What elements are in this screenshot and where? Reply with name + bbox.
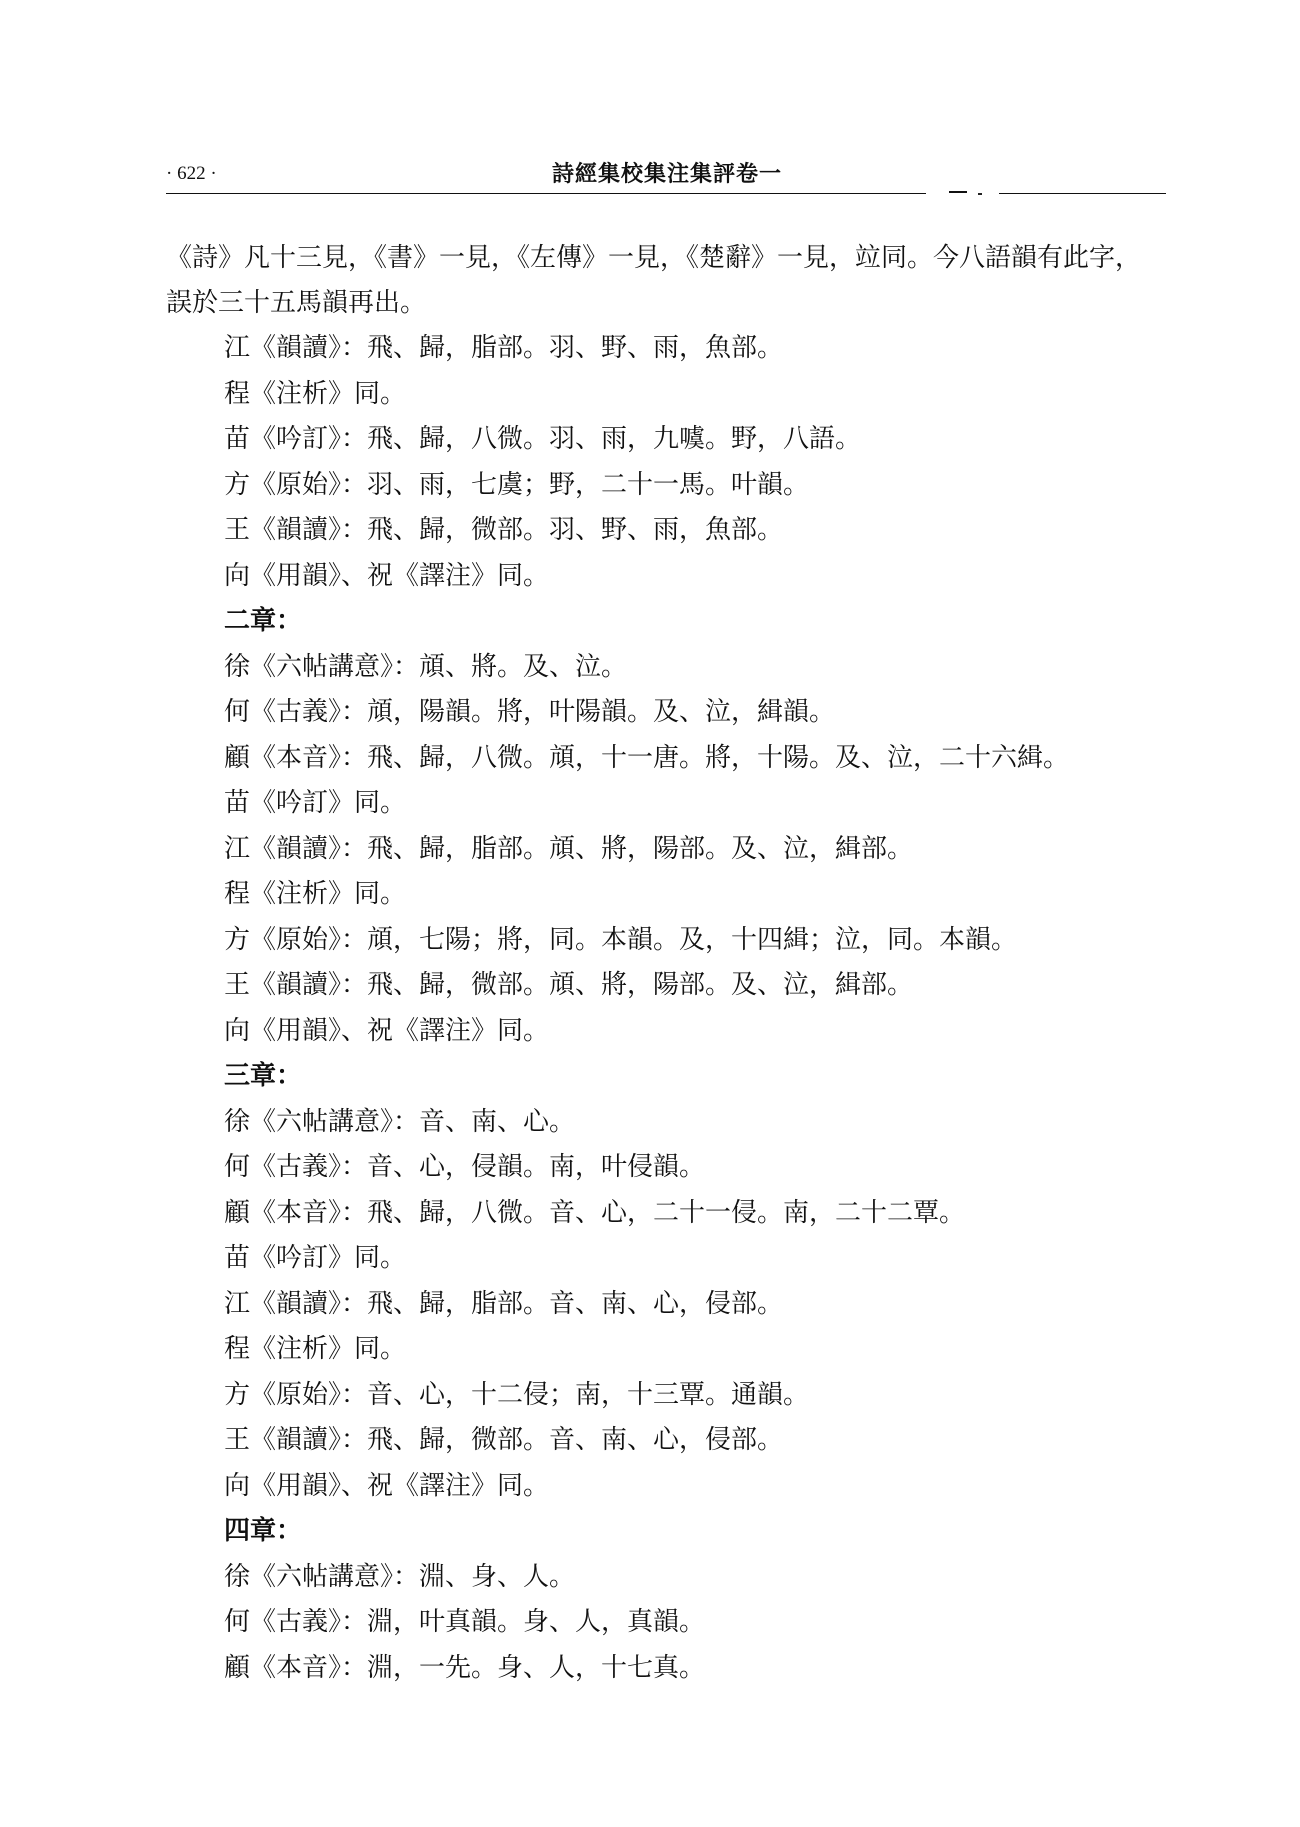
commentary-line: 方《原始》：音、心，十二侵；南，十三覃。通韻。: [224, 1379, 810, 1410]
commentary-line: 王《韻讀》：飛、歸，微部。羽、野、雨，魚部。: [224, 515, 784, 545]
commentary-line: 何《古義》：音、心，侵韻。南，叶侵韻。: [224, 1152, 706, 1182]
commentary-lines: [166, 326, 1166, 1691]
header-rule-mark: [949, 191, 967, 193]
commentary-line: 苗《吟訂》：飛、歸，八微。羽、雨，九噳。野，八語。: [224, 424, 862, 454]
header-rule-dot: [978, 193, 982, 195]
commentary-line: 王《韻讀》：飛、歸，微部。音、南、心，侵部。: [224, 1425, 784, 1455]
chapter-heading: 三章：: [224, 1061, 303, 1091]
commentary-line: 程《注析》同。: [224, 1334, 407, 1364]
running-title: 詩經集校集注集評卷一: [552, 161, 783, 187]
commentary-line: 苗《吟訂》同。: [224, 1243, 407, 1273]
commentary-line: 苗《吟訂》同。: [224, 788, 407, 818]
commentary-line: 方《原始》：羽、雨，七虞；野，二十一馬。叶韻。: [224, 469, 810, 500]
chapter-heading: 二章：: [224, 606, 303, 636]
commentary-line: 江《韻讀》：飛、歸，脂部。羽、野、雨，魚部。: [224, 333, 784, 363]
commentary-line: 顧《本音》：飛、歸，八微。頏，十一唐。將，十陽。及、泣，二十六緝。: [224, 742, 1070, 773]
commentary-line: 向《用韻》、祝《譯注》同。: [224, 1470, 550, 1501]
chapter-heading: 四章：: [224, 1516, 303, 1546]
commentary-line: 徐《六帖講意》：頏、將。及、泣。: [224, 651, 628, 682]
commentary-line: 何《古義》：頏，陽韻。將，叶陽韻。及、泣，緝韻。: [224, 697, 836, 727]
commentary-line: 江《韻讀》：飛、歸，脂部。頏、將，陽部。及、泣，緝部。: [224, 833, 914, 864]
commentary-line: 徐《六帖講意》：淵、身、人。: [224, 1561, 576, 1592]
commentary-line: 向《用韻》、祝《譯注》同。: [224, 560, 550, 591]
commentary-line: 徐《六帖講意》：音、南、心。: [224, 1106, 576, 1137]
running-header: [166, 160, 1166, 196]
commentary-line: 王《韻讀》：飛、歸，微部。頏、將，陽部。及、泣，緝部。: [224, 970, 914, 1000]
commentary-line: 何《古義》：淵，叶真韻。身、人，真韻。: [224, 1607, 706, 1637]
commentary-line: 程《注析》同。: [224, 378, 407, 409]
page-number: · 622 ·: [166, 163, 217, 184]
commentary-line: 方《原始》：頏，七陽；將，同。本韻。及，十四緝；泣，同。本韻。: [224, 924, 1018, 955]
page-body: [166, 236, 1166, 1691]
commentary-line: 顧《本音》：淵，一先。身、人，十七真。: [224, 1652, 706, 1683]
header-rule-right: [999, 193, 1166, 194]
opening-paragraph: 《詩》凡十三見，《書》一見，《左傳》一見，《楚辭》一見，竝同。今八語韻有此字，誤於三十五馬韻再出。: [166, 243, 1142, 318]
commentary-line: 程《注析》同。: [224, 879, 407, 909]
commentary-line: 向《用韻》、祝《譯注》同。: [224, 1015, 550, 1046]
commentary-line: 顧《本音》：飛、歸，八微。音、心，二十一侵。南，二十二覃。: [224, 1197, 966, 1228]
header-rule: [166, 193, 926, 194]
commentary-line: 江《韻讀》：飛、歸，脂部。音、南、心，侵部。: [224, 1288, 784, 1319]
